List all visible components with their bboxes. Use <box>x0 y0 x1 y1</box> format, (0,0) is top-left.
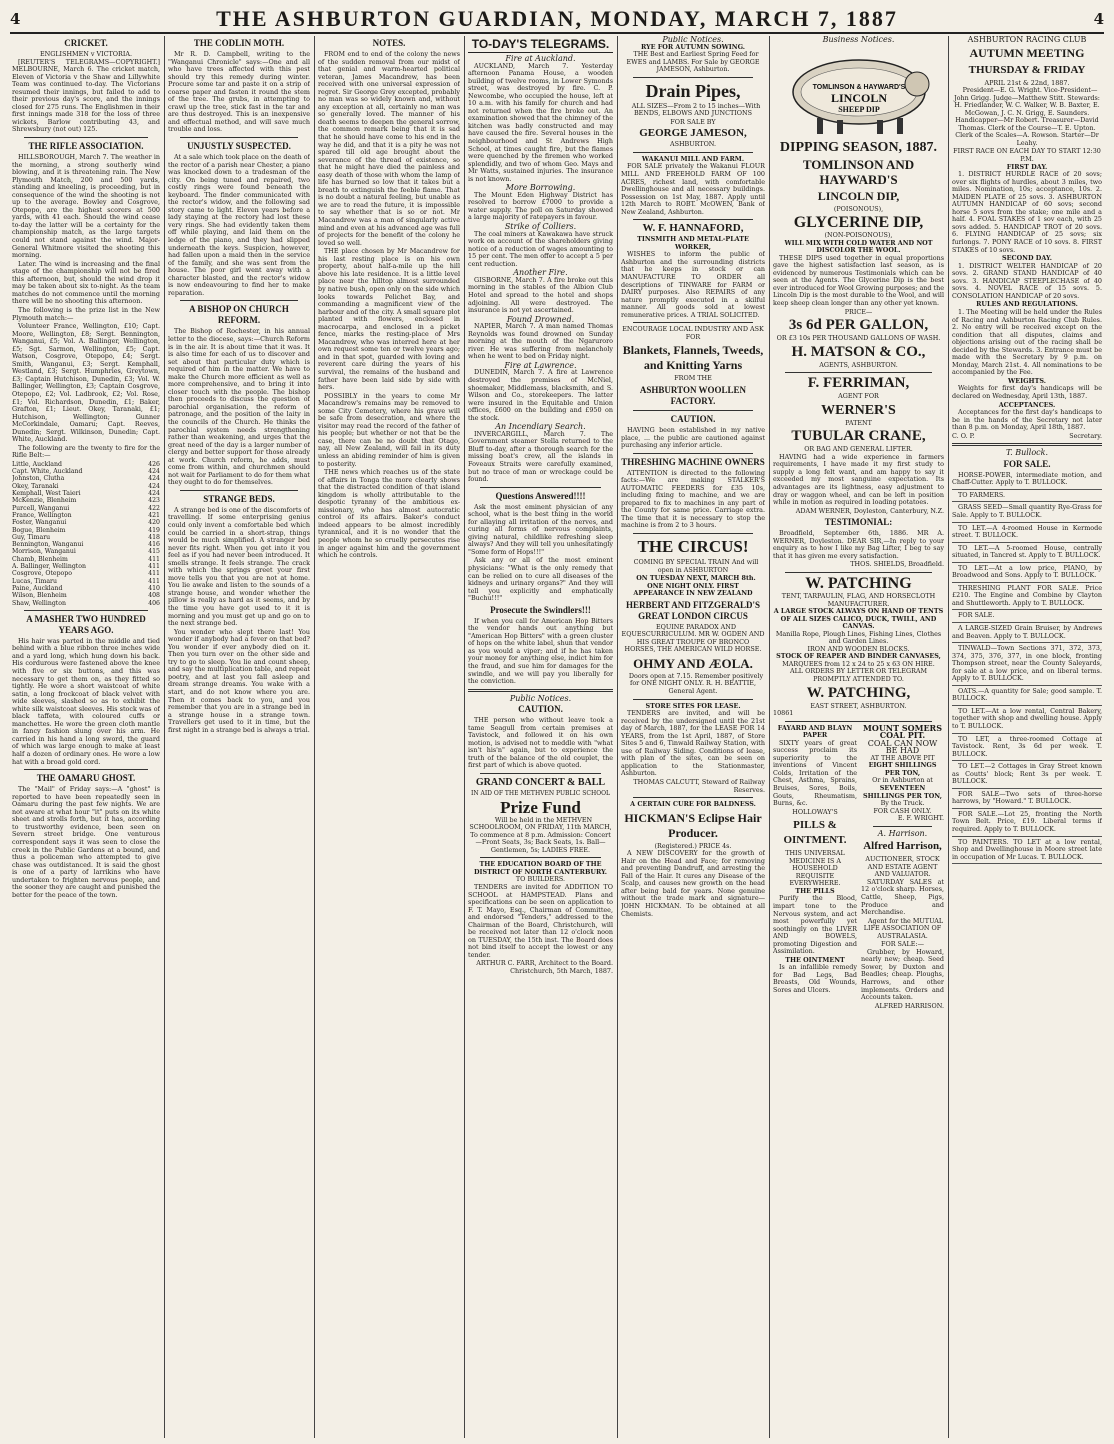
bishop-heading: A BISHOP ON CHURCH REFORM. <box>189 304 289 326</box>
newspaper-title: THE ASHBURTON GUARDIAN, MONDAY, MARCH 7, 1887 <box>216 6 898 31</box>
notes-heading: NOTES. <box>372 38 406 48</box>
werner-signature: ADAM WERNER, Doyleston, Canterbury, N.Z. <box>795 506 944 515</box>
belt-row <box>12 556 160 563</box>
belt-competitor: Wilson, Blenheim <box>12 592 67 600</box>
column-3 <box>318 36 460 1438</box>
lower-ads-row <box>773 722 944 1011</box>
prize-fund: Prize Fund <box>500 797 581 817</box>
belt-score: 411 <box>148 570 160 578</box>
patching-heading: W. PATCHING <box>805 574 912 592</box>
wakanui-heading: WAKANUI MILL AND FARM. <box>641 154 745 163</box>
bullock-ad-item: TO LET.—A 4-roomed House in Kermode street. T. BULLOCK. <box>952 525 1102 543</box>
rules-heading: RULES AND REGULATIONS. <box>976 300 1078 309</box>
patent-label: PATENT <box>845 418 872 427</box>
codlin-article: Mr R. D. Campbell, writing to the "Wanganui Chronicle" says:—One and all who have trees affected with this pest should try this remedy during winter. Procure some tar and paste it on a strip of coarse paper and fasten it round the stem of the tree. The grubs, in attempting to crawl up the tree, stick fast in the tar and are thus destroyed. This is an inexpensive and effectual method, and will save much trouble and loss. <box>168 50 310 134</box>
sheep-text-line1: TOMLINSON & HAYWARD'S <box>812 83 905 91</box>
belt-row <box>12 468 160 475</box>
drain-pipes-text: ALL SIZES—From 2 to 15 inches—With BENDS, ELBOWS AND JUNCTIONS <box>631 101 761 118</box>
belt-competitor: Kemphall, West Taieri <box>12 490 81 498</box>
rifle-belt-table <box>12 461 160 607</box>
belt-competitor: Shaw, Wellington <box>12 599 67 607</box>
patching-orders: ALL ORDERS BY LETTER OR TELEGRAM PROMPTLY ATTENDED TO. <box>789 667 928 683</box>
jameson-town: ASHBURTON. <box>669 140 717 149</box>
belt-score: 410 <box>148 584 160 592</box>
belt-row <box>12 534 160 541</box>
questions-text-2: Ask any or all of the most eminent physicians: "What is the only remedy that can be relied on to cure all diseases of the kidneys and urinary organs?" And they will tell you explicitly and emphatically "Buchu!!!" <box>468 556 613 603</box>
page-number-right: 4 <box>1093 10 1104 28</box>
bullock-ad-item: THRESHING PLANT FOR SALE. Price £210. The Engine and Combine by Clayton and Shuttleworth. Apply to T. BULLOCK. <box>952 585 1102 611</box>
testimonial-text: Broadfield, September 6th, 1886. MR A. WERNER, Doyleston. DEAR SIR,—In reply to your enquiry as to how I like my Bag Lifter, I beg to say that it has given me every satisfaction. <box>773 529 944 560</box>
bullock-ad-item: FOR SALE. <box>952 612 1102 623</box>
coal-ashburton: Or in Ashburton at <box>872 776 933 785</box>
telegram-strike-heading: Strike of Colliers. <box>504 222 577 232</box>
column-rule <box>164 36 165 1438</box>
business-notices-heading: Business Notices. <box>822 36 895 44</box>
belt-score: 416 <box>148 541 160 549</box>
questions-heading: Questions Answered!!!! <box>495 490 586 501</box>
belt-score: 411 <box>148 577 160 585</box>
belt-score: 411 <box>148 563 160 571</box>
patching-canvases: STOCK OF REAPER AND BINDER CANVASES, <box>776 652 941 661</box>
second-day-events: 1. DISTRICT WELTER HANDICAP of 20 sovs. 2. GRAND STAND HANDICAP of 40 sovs. 3. HANDICAP STEEPLECHASE of 40 sovs. 4. NOVEL RACE of 15 sovs. 5. CONSOLATION HANDICAP of 20 sovs. <box>952 261 1102 300</box>
weights-heading: WEIGHTS. <box>1008 376 1046 385</box>
bullock-ad-item: GRASS SEED—Small quantity Rye-Grass for Sale. Apply to T. BULLOCK. <box>952 504 1102 522</box>
belt-competitor: McKenzie, Blenheim <box>12 497 77 505</box>
belt-score: 419 <box>148 526 160 534</box>
poisonous-label: (POISONOUS), <box>833 204 884 213</box>
ohmy-heading: OHMY AND ÆOLA. <box>633 655 753 671</box>
concert-heading: GRAND CONCERT & BALL <box>475 777 606 789</box>
nonpoisonous-label: (NON-POISONOUS), <box>824 231 893 240</box>
alfred-forsale: FOR SALE:— <box>881 940 924 949</box>
racing-cop: C. O. P. <box>952 431 975 440</box>
pills-heading: PILLS & OINTMENT. <box>783 819 847 847</box>
circus-heading: THE CIRCUS! <box>637 536 749 556</box>
woollen-from: FROM THE <box>674 374 712 383</box>
coal-ad <box>861 722 944 1011</box>
woollen-products: Blankets, Flannels, Tweeds, and Knitting Yarns <box>622 343 764 373</box>
column-7 <box>952 36 1102 1438</box>
acceptances-heading: ACCEPTANCES. <box>998 400 1056 409</box>
belt-competitor: Lucas, Timaru <box>12 577 57 585</box>
second-day-heading: SECOND DAY. <box>1002 254 1052 263</box>
tubular-crane-heading: TUBULAR CRANE, <box>791 428 926 445</box>
questions-text: Ask the most eminent physician of any school, what is the best thing in the world for allaying all irritation of the nerves, and curing all forms of nervous complaints, giving natural, childlike refreshing sleep always? And they will tell you unhesitatingly "Some form of Hops!!!" <box>468 502 613 556</box>
rifle-article: HILLSBOROUGH, March 7. The weather in the morning, a strong southerly wind blowing, and it is threatening rain. The New Plymouth Match, 200 and 500 yards, standing and kneeling, is proceeding, but in consequence of the wind the shooting is not up to the average. Bowley and Cosgrove, Otepopo, are the highest scorers at 500 yards, with 41 each. Should the wind cease to-day the latter will be a certainty for the championship match, as the large targets could not stand against the wind. Major-General Whitmore visited the shooting this morning. <box>12 153 160 260</box>
werner-heading: WERNER'S <box>821 402 896 418</box>
public-notices-heading-2: Public Notices. <box>662 36 724 44</box>
column-rule <box>617 36 618 1438</box>
belt-row <box>12 497 160 504</box>
swindlers-heading: Prosecute the Swindlers!!! <box>490 604 591 615</box>
patching-marquees: MARQUEES from 12 x 24 to 25 x 63 ON HIRE. <box>782 659 935 668</box>
telegram-another-fire: GISBORNE, March 7. A fire broke out this morning in the stables of the Albion Club Hotel and spread to the hotel and shops adjoining. All were destroyed. The insurance is not yet ascertained. <box>468 275 613 315</box>
jameson-name: GEORGE JAMESON, <box>639 127 747 140</box>
belt-row <box>12 592 160 599</box>
ghost-heading: THE OAMARU GHOST. <box>36 773 136 784</box>
telegram-borrowing-heading: More Borrowing. <box>505 183 576 193</box>
bullock-ad-item: TO LET.—A 5-roomed House, centrally situated, in Tancred st. Apply to T. BULLOCK. <box>952 545 1102 563</box>
tomlinson-heading: TOMLINSON AND HAYWARD'S <box>802 156 915 187</box>
dipping-heading: DIPPING SEASON, 1887. <box>779 139 938 155</box>
bullock-ad-item: FOR SALE.—Lot 25, fronting the North Town Belt. Price, £19. Liberal terms if required. Apply to T. BULLOCK. <box>952 811 1102 837</box>
coal-label: COAL CAN NOW BE HAD <box>867 738 938 756</box>
bullock-ad-item: TO PAINTERS. TO LET at a low rental, Shop and Dwellinghouse in Moore street late in occupation of Mr Lucas. T. BULLOCK. <box>952 839 1102 865</box>
belt-competitor: Bennington, Wanganui <box>12 541 84 549</box>
belt-score: 418 <box>148 533 160 541</box>
racing-signoff <box>952 433 1102 441</box>
ferriman-heading: F. FERRIMAN, <box>807 375 910 392</box>
the-pills-heading: THE PILLS <box>795 886 835 895</box>
column-6 <box>773 36 944 1438</box>
rifle-prize-intro: The following is the prize list in the New Plymouth match:— <box>12 305 160 322</box>
woollen-factory: ASHBURTON WOOLLEN FACTORY. <box>639 384 747 406</box>
baldness-heading: A CERTAIN CURE FOR BALDNESS. <box>630 800 756 809</box>
caution2-text: HAVING been established in my native place, ... the public are cautioned against purchasing any inferior article. <box>621 425 765 450</box>
autumn-meeting-heading: AUTUMN MEETING <box>969 45 1085 60</box>
patching-number: 10861 <box>773 709 794 718</box>
bullock-ad-item: TO LET.—2 Cottages in Gray Street known as Coutts' block; Rent 3s per week. T. BULLOCK. <box>952 763 1102 789</box>
column-1 <box>12 36 160 1438</box>
rye-text: THE Best and Earliest Spring Feed for EWES and LAMBS. For Sale by GEORGE JAMESON, Ashburton. <box>626 50 760 74</box>
masher-heading: A MASHER TWO HUNDRED YEARS AGO. <box>26 613 146 635</box>
telegram-fire: AUCKLAND, March 7. Yesterday afternoon Panama House, a wooden building of twelve rooms, in Lower Symonds street, was destroyed by fire. C. P. Newcombe, who occupied the house, left at 10 a.m. with his family for church and had not returned when the fire broke out. An examination showed that the chimney of the kitchen was badly constructed and may have caused the fire. Several houses in the neighbourhood and St Andrews High School, at times caught fire, but the flames were quenched by the firemen who worked splendidly, and two of whom Geo. Mays and Mr Watts, sustained injuries. The insurance is not known. <box>468 61 613 183</box>
circus-name: HERBERT AND FITZGERALD'S GREAT LONDON CIRCUS <box>625 599 761 621</box>
price-thousand: OR £3 10s PER THOUSAND GALLONS OF WASH. <box>776 334 941 343</box>
belt-competitor: Chamb, Blenheim <box>12 555 68 563</box>
belt-competitor: Morrison, Wanganui <box>12 548 76 556</box>
belt-row <box>12 461 160 468</box>
caution-heading: CAUTION. <box>518 704 563 715</box>
caution2-heading: CAUTION. <box>670 413 716 424</box>
belt-row <box>12 490 160 497</box>
cricket-heading: CRICKET. <box>64 38 108 48</box>
glycerine-heading: GLYCERINE DIP, <box>793 214 924 232</box>
notes-article-2: THE place chosen by Mr Macandrew for his last resting place is on his own property, about half-a-mile up the hill above his late residence. It is a little level place near the hilltop almost surrounded by native bush, open only on the side which looks towards Pelichet Bay, and commanding a magnificent view of the harbour and of the city. A small square plot planted with flowers, enclosed in macrocarpa, and enclosed in a picket fence, marks the resting-place of Mrs Macandrew, who was interred here at her own request some ten or twelve years ago; and in that spot, guarded with loving and reverent care during the years of his survival, the remains of the husband and father have been laid side by side with hers. <box>318 247 460 392</box>
masthead <box>10 6 1104 34</box>
harrison-label: A. Harrison. <box>877 828 928 838</box>
telegram-strike: The coal miners at Kawakawa have struck work on account of the shareholders giving notice of a reduction of wages amounting to 15 per cent. The men offer to accept a 5 per cent reduction. <box>468 229 613 268</box>
telegram-another-fire-heading: Another Fire. <box>513 268 568 278</box>
coal-cash: FOR CASH ONLY. <box>873 806 932 815</box>
board-heading: THE EDUCATION BOARD OF THE DISTRICT OF NORTH CANTERBURY. <box>473 860 608 876</box>
column-rule <box>314 36 315 1438</box>
racing-days: THURSDAY & FRIDAY <box>968 63 1086 76</box>
testimonial-heading: TESTIMONIAL: <box>824 517 893 528</box>
fayard-heading: FAYARD AND BLAYN PAPER <box>777 723 853 740</box>
hannaford-subheading: TINSMITH AND METAL-PLATE WORKER, <box>637 235 749 251</box>
alfred-mutual: Agent for the MUTUAL LIFE ASSOCIATION OF AUSTRALASIA. <box>863 916 944 940</box>
sheep-text-line3: SHEEP DIP <box>837 104 880 114</box>
unjust-article: At a sale which took place on the death of the rector of a parish near Chester, a piano was knocked down to a tradesman of the city. On being tuned and repaired, two costly rings were found beneath the keyboard. The finder communicated with the rector's widow, and the following sad story came to light. Eleven years before a lady staying at the rectory had lost these very rings. She had evidently taken them off while playing, and laid them on the ledge of the piano, and they had slipped underneath the keys. Suspicion, however, had fallen upon a maid then in the service of the family, and she was sent from the house. The poor girl went away with a character blasted, and the rector's widow is now endeavouring to find her to make reparation. <box>168 153 310 297</box>
hickman-text: A NEW DISCOVERY for the growth of Hair on the Head and Face; for removing and preventing Dandruff, and arresting the Fall of the Hair. It cures any Disease of the Scalp, and causes new growth on the head after being bald for years. None genuine without the trade mark and signature—JOHN HICKMAN. To be obtained at all Chemists. <box>621 849 765 918</box>
belt-row <box>12 541 160 548</box>
builders-text: TENDERS are invited for ADDITION TO SCHOOL at HAMPSTEAD. Plans and specifications can be seen on application to F. T. Mayo, Esq., Chairman of Committee, and endorsed "Tenders," addressed to the Chairman of the Board, Christchurch, will be received not later than 12 o'clock noon on TUESDAY, the 15th inst. The Board does not bind itself to accept the lowest or any tender. <box>468 882 613 959</box>
column-4 <box>468 36 613 1438</box>
belt-row <box>12 505 160 512</box>
belt-competitor: Okey, Taranaki <box>12 482 59 490</box>
belt-row <box>12 578 160 585</box>
belt-score: 406 <box>148 599 160 607</box>
bullock-ad-item: FOR SALE—Two sets of three-horse harrows, by "Howard." T. BULLOCK. <box>952 791 1102 809</box>
belt-competitor: Cosgrove, Otepopo <box>12 570 72 578</box>
store-heading: STORE SITES FOR LEASE. <box>645 701 741 710</box>
patching-blocks: IRON AND WOODEN BLOCKS. <box>807 644 910 653</box>
coal-signature: E. F. WRIGHT. <box>897 814 944 823</box>
bullock-ad-item: TO FARMERS. <box>952 492 1102 503</box>
column-2 <box>168 36 310 1438</box>
hannaford-text: WISHES to inform the public of Ashburton and the surrounding districts that he keeps in stock or can MANUFACTURE TO ORDER all descriptions of TINWARE for FARM or DAIRY purposes. Also REPAIRS of any nature promptly executed in a skilful manner. All goods sold at lowest remunerative prices. A TRIAL SOLICITED. <box>621 250 765 319</box>
belt-score: 426 <box>148 460 160 468</box>
wakanui-text: FOR SALE privately the Wakanui FLOUR MILL AND FREEHOLD FARM OF 100 ACRES, richest land, with comfortable Dwellinghouse and all necessary buildings. Possession on 1st May, 1887. Apply until 12th March to ROBT. McOWEN, Bank of New Zealand, Ashburton. <box>621 162 765 216</box>
telegram-drowned-heading: Found Drowned. <box>506 314 575 324</box>
masher-article: His hair was parted in the middle and tied behind with a blue ribbon three inches wide and a yard long, which hung down his back. His cordurous were fastened above the knee with five or six buttons, and this was necessary to get them on, as they fitted so tightly. He wore a short waistcoat of white satin, a long frockcoat of black velvet with wide sleeves, slashed so as to exhibit the white silk waistcoat sleeves. His stock was of black taffeta, with coloured cuffs or manchettes. He wore the green cloth mantle in fancy fashion slung over his arm. He carried in his hand a long sword, the guard of which was large enough to make at least half a dozen of ordinary ones. He wore a low hat with a broad gold cord. <box>12 636 160 766</box>
builders-heading: TO BUILDERS. <box>515 875 566 884</box>
alfred-subheading: AUCTIONEER, STOCK AND ESTATE AGENT AND VALUATOR. <box>865 855 940 879</box>
patching-name: W. PATCHING, <box>806 684 911 701</box>
acceptances-text: Acceptances for the first day's handicaps to be in the hands of the Secretary not later than 8 p.m. on Monday, April 18th, 1887. <box>952 408 1102 432</box>
bag-lifter-label: OR BAG AND GENERAL LIFTER. <box>804 445 913 454</box>
bullock-ad-item: OATS.—A quantity for Sale; good sample. T. BULLOCK. <box>952 688 1102 706</box>
rifle-prize-list: Volunteer France, Wellington, £10; Capt. Moore, Wellington, £8; Sergt. Bennington, Wanganui, £5; Vol. A. Ballinger, Wellington, £5; Sgt. Sarmon, Wellington, £5; Capt. Watson, Cosgrove, Otepopo, £4; Sergt. Smith, Wanganui, £3; Sergt. Kemphall, Westland, £3; Sergt. Humphries, Greytown, £3; Captain Hutchison, Dunedin, £3; Vol. W. Ballinger, Wellington, £3; Captain Cosgrove, Otepopo, £2; Vol. Ladbrook, £2; Vol. Rose, £1; Vol. Richardson, Dunedin, £1; Baker, Grafton, £1; Lieut. Okey, Taranaki, £1; Hutchison, Wellington; Gunner McCorkindale, Oamaru; Capt. Reeves, Dunedin; Sergt. Wilkinson, Dunedin; Capt. White, Auckland. <box>12 322 160 444</box>
belt-score: 408 <box>148 592 160 600</box>
concert-subheading: IN AID OF THE METHVEN PUBLIC SCHOOL <box>470 790 611 798</box>
holloway-label: HOLLOWAY'S <box>792 807 838 816</box>
notes-article: FROM end to end of the colony the news of the sudden removal from our midst of that genial and warm-hearted political veteran, James Macandrew, has been received with one universal expression of regret. Sir George Grey excepted, probably no man was so widely known and, without any exception at all, certainly no man was so generally loved. The manner of his death seems to deepen the general sorrow, the common remark being that it is sad that he should have come to his end in the way he did, and that it is a pity he was not spared till old age brought about the severance of the thread of existence, so that he might have died the painless and easy death of those with whom the lamp of life has burned so low that it takes but a breath to extinguish the feeble flame. That is no doubt a natural feeling, but unable as we are to read the future, it is impossible to say whether that is so or not. Mr Macandrew was a man of singularly active mind and even at his advanced age was full of projects for the benefit of the colony he loved so well. <box>318 50 460 247</box>
rifle-later: Later. The wind is increasing and the final stage of the championship will not be fired this afternoon, but, should the wind drop it may be taken about six to-night. As the team matches do not commence until the morning there will be no shooting this afternoon. <box>12 259 160 306</box>
belt-competitor: A. Ballinger, Wellington <box>12 563 86 571</box>
coal-price2: SEVENTEEN SHILLINGS PER TON, <box>863 783 942 800</box>
mtsomers-heading: MOUNT SOMERS COAL PIT. <box>863 722 942 741</box>
column-rule <box>464 36 465 1438</box>
belt-competitor: Purcell, Wanganui <box>12 504 70 512</box>
bullock-ad-item: A LARGE-SIZED Grain Bruiser, by Andrews and Beaven. Apply to T. BULLOCK. <box>952 625 1102 643</box>
sheep-text-line2: LINCOLN <box>830 90 887 105</box>
bullock-ad-item: TO LET.—At a low price, PIANO, by Broadwood and Sons. Apply to T. BULLOCK. <box>952 565 1102 583</box>
store-text: TENDERS are invited, and will be received by the undersigned until the 21st day of March, 1887, for the LEASE FOR 14 YEARS, from the 1st April, 1887, of Store Sites 5 and 6, Tinwald Railway Station, with use of Railway Siding. Conditions of lease, with plan of the sites, can be seen on application to the Stationmaster, Ashburton. <box>621 709 765 778</box>
alfred-signature: ALFRED HARRISON. <box>874 1001 944 1010</box>
hannaford-heading: W. F. HANNAFORD, <box>642 222 744 235</box>
bullock-label: T. Bullock. <box>1005 448 1049 458</box>
bullock-ad-item: HORSE-POWER, intermediate motion, and Chaff-Cutter. Apply to T. BULLOCK. <box>952 472 1102 490</box>
first-race-note: FIRST RACE ON EACH DAY TO START 12:30 P.M. <box>953 147 1101 164</box>
belt-score: 421 <box>148 511 160 519</box>
alfred-heading: Alfred Harrison, <box>863 840 942 853</box>
unjust-heading: UNJUSTLY SUSPECTED. <box>187 141 291 152</box>
belt-row <box>12 475 160 482</box>
beds-article-2: You wonder who slept there last! You wonder if anybody had a fever on that bed? You wonder if ever anybody died on it. Then you turn over on the other side and try to go to sleep. You lie and count sheep, and say the multiplication table, and repeat poetry, and at last you fall asleep and dream strange dreams. You wake with a start, and do not know where you are. Then it comes back to you, and you remember that you are in a strange bed in a strange house in a strange town. Travellers get used to it in time, but the first night in a strange bed is always a trial. <box>168 627 310 734</box>
cricket-article: [REUTER'S TELEGRAMS—COPYRIGHT.] MELBOURNE, March 6. The cricket match, Eleven of Victoria v the Shaw and Lillywhite Team was continued to-day. The Victorians resumed their innings, but failed to add to their previous day's score, and the innings closed for 275 runs. The Englishmen in their first innings made 318 for the loss of three wickets, Barlow contributing 43, and Shrewsbury (not out) 125. <box>12 57 160 134</box>
cricket-subheading: ENGLISHMEN v VICTORIA. <box>39 50 133 58</box>
bishop-article: The Bishop of Rochester, in his annual letter to the diocese, says:—Church Reform is in the air. It is about time that it was. It is also time for each of us to discover and set about that particular duty which is required of him in the matter. We have to make the Church more efficient as well as more comprehensive, and to bring it into closer touch with the people. The bishop then proceeds to discuss the question of parochial organisation, the reform of patronage, and the position of the laity in the councils of the Church. He thinks the parochial system needs strengthening rather than weakening, and urges that the great need of the day is a larger number of clergy and better support for those already at work. Church reform, he adds, must come from within, and churchmen should not wait for Parliament to do for them what they ought to do for themselves. <box>168 327 310 487</box>
public-notices-heading: Public Notices. <box>509 693 572 703</box>
ghost-article: The "Mail" of Friday says:—A "ghost" is reported to have been repeatedly seen in Oamaru during the past few nights. We are not aware at what hour "it" puts on its white sheet and strolls forth, but it has, according to trustworthy evidence, been seen on Severn street bridge. One venturous correspondent says it was seen to close the creek in the Public Gardens at a bound, and thus a policeman who attempted to give chase was outdistanced. It is said the ghost is one of a party of larrikins who have undertaken to frighten nervous people, and the sooner they are caught and punished the better for the peace of the town. <box>12 785 160 899</box>
fayard-text: SIXTY years of great success proclaim its superiority to the inventions of Vincent Colds, Irritation of the Chest, Asthma, Sprains, Bruises, Sores, Boils, Gouts, Rheumatism, Burns, &c. <box>773 738 857 808</box>
circus-text: EQUINE PARADOX AND EQUESCURRICULUM. MR W. OGDEN AND HIS GREAT TROUPE OF BRONCO HORSES, THE AMERICAN WILD HORSE. <box>621 622 765 654</box>
pills-text: Purify the Blood, impart tone to the Nervous system, and act most powerfully yet soothingly on the LIVER AND BOWELS, promoting Digestion and Assimilation. <box>773 894 857 956</box>
threshing-text: ATTENTION is directed to the following facts:—We are making STALKER'S AUTOMATIC FEEDERS for £35 10s, including fixing to machine, and we are prepared to fix to machines in any part of the County for same price. Carriage extra. The time that it is necessary to stop the machine is from 2 to 3 hours. <box>621 468 765 530</box>
ointment-heading: THE OINTMENT <box>785 955 845 964</box>
belt-score: 424 <box>148 475 160 483</box>
first-day-heading: FIRST DAY. <box>1006 162 1048 171</box>
beds-heading: STRANGE BEDS. <box>203 493 275 504</box>
belt-row <box>12 527 160 534</box>
threshing-heading: THRESHING MACHINE OWNERS <box>621 456 765 467</box>
hickman-price: (Registered.) PRICE 4s. <box>654 841 732 850</box>
belt-competitor: Bogue, Blenheim <box>12 526 66 534</box>
holloway-tagline: THIS UNIVERSAL MEDICINE IS A HOUSEHOLD REQUISITE EVERYWHERE. <box>785 849 845 888</box>
belt-score: 423 <box>148 497 160 505</box>
page-number-left: 4 <box>10 10 21 28</box>
circus-date: ON TUESDAY NEXT, MARCH 8th. ONE NIGHT ONLY. FIRST APPEARANCE IN NEW ZEALAND <box>633 574 756 598</box>
column-rule <box>769 36 770 1438</box>
bullock-ads-list <box>952 472 1102 864</box>
concert-text: Will be held in the METHVEN SCHOOLROOM, ON FRIDAY, 11th MARCH, To commence at 8 p.m. Admission: Concert—Front Seats, 3s; Back Seats, 1s. Ball—Gentlemen, 5s; LADIES FREE. <box>469 815 612 854</box>
belt-competitor: Johnston, Clutha <box>12 475 65 483</box>
belt-competitor: Paine, Auckland <box>12 584 63 592</box>
belt-score: 424 <box>148 482 160 490</box>
telegrams-heading: TO-DAY'S TELEGRAMS. <box>468 36 613 53</box>
mix-label: WILL MIX WITH COLD WATER AND NOT DISCOLOR THE WOOL. <box>784 238 933 255</box>
ohmy-text: Doors open at 7.15. Remember positively for ONE NIGHT ONLY. R. H. BEATTIE, General Agent. <box>628 671 764 695</box>
belt-row <box>12 519 160 526</box>
belt-row <box>12 512 160 519</box>
telegram-drowned: NAPIER, March 7. A man named Thomas Reynolds was found drowned on Sunday morning at the mouth of the Ngaruroro river. He was suffering from melancholy when he went to bed on Friday night. <box>468 322 613 361</box>
belt-score: 424 <box>148 468 160 476</box>
belt-score: 415 <box>148 548 160 556</box>
belt-score: 424 <box>148 490 160 498</box>
patching-address: EAST STREET, ASHBURTON. <box>810 701 907 710</box>
telegram-search: INVERCARGILL, March 7. The Government steamer Stella returned to the Bluff to-day, after a thorough search for the missing boat's crew, all the islands in Foveaux Straits were carefully examined, but no trace of man or wreckage could be found. <box>468 429 613 484</box>
bullock-ad-item: TO LET, a three-roomed Cottage at Tavistock. Rent, 3s 6d per week. T. BULLOCK. <box>952 736 1102 762</box>
patching-ropes: Manilla Rope, Plough Lines, Fishing Lines, Clothes and Garden Lines. <box>775 629 942 646</box>
belt-score: 422 <box>148 504 160 512</box>
bullock-forsale-heading: FOR SALE. <box>1003 458 1051 469</box>
rye-heading: RYE FOR AUTUMN SOWING. <box>640 42 746 51</box>
belt-competitor: Foster, Wanganui <box>12 519 67 527</box>
belt-competitor: Capt. White, Auckland <box>12 468 83 476</box>
patching-stock: A LARGE STOCK ALWAYS ON HAND OF TENTS OF ALL SIZES CALICO, DUCK, TWILL, AND CANVAS. <box>773 607 944 631</box>
holloway-ad <box>773 725 857 1011</box>
bullock-ad-item: TO LET.—At a low rental, Central Bakery, together with shop and dwelling house. Apply to T. BULLOCK. <box>952 708 1102 734</box>
werner-text: HAVING had a wide experience in farmers requirements, I have made it my first study to supply a long felt want, and am happy to say it exceeded my most sanguine expectation. Its advantages are its lightness, easy adjustment to dray or waggon wheel, and can be left in position while in motion as required in loading potatoes. <box>773 452 944 507</box>
coal-pit: AT THE ABOVE PIT <box>870 753 935 762</box>
drain-forsale: FOR SALE BY <box>670 117 716 126</box>
lincoln-heading: LINCOLN DIP, <box>817 188 900 203</box>
racing-officers: President—E. G. Wright. Vice-President—John Grigg. Judge—Matthew Stitt. Stewards: H. Friedlander, W. C. Walker, W. B. Baxter, E. McGowan, J. C. N. Grigg, E. Saunders. Handicapper—Mr Robert. Treasurer—David Thomas. Clerk of the Course—T. E. Upton. Clerk of the Scales—A. Rowson. Starter—Dr Leahy. <box>954 86 1100 147</box>
dip-text: THESE DIPS used together in equal proportions gave the highest satisfaction last season, as is evidenced by numerous Testimonials which can be seen at the Agents. The Glycerine Dip is the best ever introduced for Wool Growing purposes; and the Lincoln Dip is the most durable to the Wool, and will keep sheep clean longer than any other yet known. <box>773 253 944 308</box>
price-label: PRICE— <box>844 307 873 316</box>
telegram-fire-heading: Fire at Auckland. <box>505 54 576 63</box>
notes-article-3: POSSIBLY in the years to come Mr Macandrew's remains may be removed to some City Cemetery, where his grave will be safe from desecration, and where the visitor may read the record of the father of his people; but whether or not that be the case, there can be no doubt that Otago, nay, all New Zealand, will fail in its duty unless an abiding reminder of him is given to posterity. <box>318 391 460 468</box>
belt-competitor: Little, Auckland <box>12 460 62 468</box>
first-day-events: 1. DISTRICT HURDLE RACE of 20 sovs; over six flights of hurdles, about 3 miles, two miles. Nomination, 10s; acceptance, 10s. 2. MAIDEN PLATE of 25 sovs. 3. ASHBURTON AUTUMN HANDICAP of 60 sovs; second horse 5 sovs from the stake; one mile and a half. 4. FOAL STAKES of 1 sov each, with 25 sovs added. 5. HANDICAP TROT of 20 sovs. 6. FLYING HANDICAP of 25 sovs; six furlongs. 7. PONY RACE of 10 sovs. 8. FIRST STAKES of 10 sovs. <box>952 170 1102 254</box>
belt-row <box>12 548 160 555</box>
notes-article-4: THE news which reaches us of the state of affairs in Tonga the more clearly shows that the distracted condition of that island kingdom is wholly attributable to the despotic tyranny of the ambitious ex-missionary, who has almost autocratic control of its affairs. Baker's conduct indeed appears to be almost incredibly tyrannical, and it is no wonder that the people whom he so cruelly persecutes rise in anger against him and the government which he controls. <box>318 468 460 560</box>
swindlers-text: If when you call for American Hop Bitters the vendor hands out anything but "American Hop Bitters" with a green cluster of hops on the white label, shun that vendor as you would a viper; and if he has taken your money for anything else, indict him for the fraud, and sue him for damages for the swindle, and we will pay you liberally for the conviction. <box>468 616 613 686</box>
builders-signature: ARTHUR C. FARR, Architect to the Board. Christchurch, 5th March, 1887. <box>476 959 613 975</box>
belt-score: 420 <box>148 519 160 527</box>
matson-heading: H. MATSON & CO., <box>791 343 926 360</box>
rifle-belt-intro: The following are the twenty to fire for the Rifle Belt:— <box>12 443 160 460</box>
hickman-heading: HICKMAN'S Eclipse Hair Producer. <box>624 810 762 840</box>
rules-text: 1. The Meeting will be held under the Rules of Racing and Ashburton Racing Club Rules. 2. No entry will be received except on the condition that all disputes, claims and objections arising out of the racing shall be decided by the Stewards. 3. Entrance must be made with the Secretary by 9 p.m. on Monday, March 21st. 4. All nominations to be accompanied by the Fee. <box>952 307 1102 377</box>
column-rule <box>948 36 949 1438</box>
codlin-heading: THE CODLIN MOTH. <box>193 38 285 48</box>
coal-price1: EIGHT SHILLINGS PER TON, <box>868 761 937 777</box>
price-gallon: 3s 6d PER GALLON, <box>788 317 929 334</box>
telegram-lawrence: DUNEDIN, March 7. A fire at Lawrence destroyed the premises of McNiel, shoemaker, Middlemass, blacksmith, and S. Wilson and Co., storekeepers. The latter were insured in the Equitable and Union offices, £600 on the building and £950 on the stock. <box>468 368 613 422</box>
telegram-lawrence-heading: Fire at Lawrence. <box>504 360 577 370</box>
belt-competitor: France, Wellington <box>12 511 72 519</box>
agent-for-label: AGENT FOR <box>838 392 879 401</box>
telegram-search-heading: An Incendiary Search. <box>495 422 586 432</box>
belt-row <box>12 483 160 490</box>
store-signature: THOMAS CALCUTT, Steward of Railway Reserves. <box>633 778 765 794</box>
coal-truck: By the Truck. <box>880 799 925 808</box>
circus-sub: COMING BY SPECIAL TRAIN And will open in ASHBURTON <box>633 557 759 574</box>
telegram-borrowing: The Mount Eden Highway District has resolved to borrow £7000 to provide a water supply. The poll on Saturday showed a large majority of ratepayers in favour. <box>468 190 613 222</box>
belt-row <box>12 585 160 592</box>
alfred-sales: SATURDAY SALES at 12 o'clock sharp. Horses, Cattle, Sheep, Pigs, Produce and Merchandise. <box>861 877 944 917</box>
column-5 <box>621 36 765 1438</box>
woollen-heading: ENCOURAGE LOCAL INDUSTRY AND ASK FOR <box>622 325 764 341</box>
racing-club-heading: ASHBURTON RACING CLUB <box>967 36 1087 44</box>
beds-article: A strange bed is one of the discomforts of travelling. If some enterprising genius could only invent a comfortable bed which could be carried in a short-strap, things would be much simplified. A stranger bed never fits right. When you get into it you feel as if you had never been introduced. It smells strange. It feels strange. The crack with which the springs greet your first move tells you that you are not at home. You lie awake and listen to the sounds of a strange house, and wonder whether the pillow is really as hard as it seems, and by the time you have got used to it it is morning and you must get up and go on to the next strange bed. <box>168 505 310 628</box>
weights-text: Weights for first day's handicaps will be declared on Wednesday, April 13th, 1887. <box>952 384 1102 400</box>
racing-secretary: Secretary. <box>1069 431 1102 440</box>
belt-row <box>12 563 160 570</box>
alfred-items: Grubber, by Howard, nearly new; cheap. Seed Sower, by Duxton and Beadles; cheap. Ploughs, Harrows, and other implements. Orders and Accounts taken. <box>861 947 944 1002</box>
patching-subheading: TENT, TARPAULIN, FLAG, AND HORSECLOTH MANUFACTURER. <box>781 591 936 608</box>
belt-competitor: Guy, Timaru <box>12 533 51 541</box>
belt-row <box>12 600 160 607</box>
drain-pipes-heading: Drain Pipes, <box>645 80 741 101</box>
belt-row <box>12 570 160 577</box>
caution-text: THE person who without leave took a tame Seagull from certain premises at Tavistock, and followed it on his own motion, is advised not to meddle with "what isn't his'n" again, but to experience the truth of the balance of the old couplet, the first part of which is above quoted. <box>468 716 613 770</box>
rifle-heading: THE RIFLE ASSOCIATION. <box>28 141 144 152</box>
testimonial-signature: THOS. SHIELDS, Broadfield. <box>850 560 944 569</box>
belt-score: 411 <box>148 555 160 563</box>
racing-dates: APRIL 21st & 22nd, 1887. <box>984 78 1070 87</box>
bullock-ad-item: TINWALD—Town Sections 371, 372, 373, 374, 375, 376, 377, in one block, fronting Thompson street, near the County Saleyards, for sale at a low price, and on liberal terms. Apply to T. BULLOCK. <box>952 645 1102 686</box>
matson-agents: AGENTS, ASHBURTON. <box>819 360 898 369</box>
sheep-illustration <box>779 46 939 138</box>
ointment-text: Is an infallible remedy for Bad Legs, Bad Breasts, Old Wounds, Sores and Ulcers. <box>773 963 857 995</box>
